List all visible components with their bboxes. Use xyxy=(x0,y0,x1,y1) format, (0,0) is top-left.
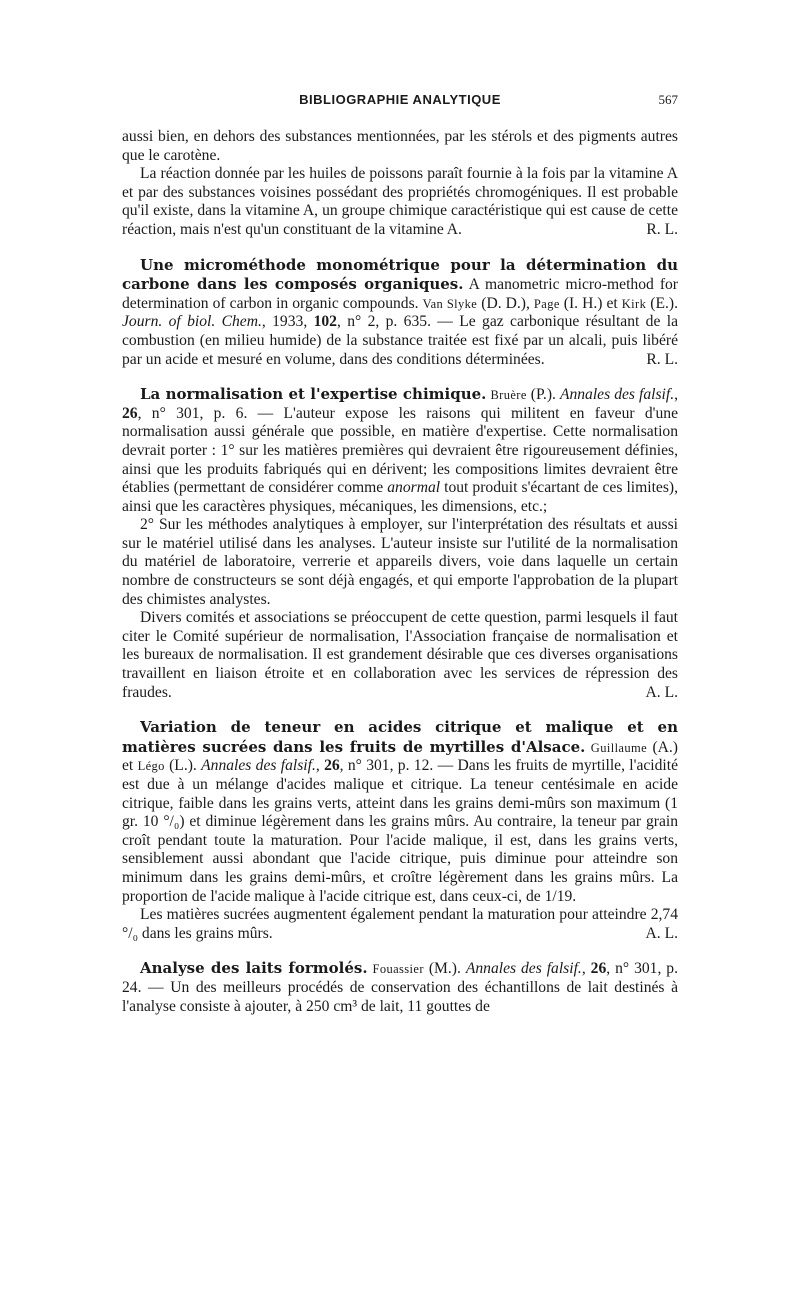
text: (M.). xyxy=(423,960,466,978)
text: , xyxy=(581,960,591,978)
entry-title: La normalisation et l'expertise chimique. xyxy=(140,385,487,404)
author-name: Van Slyke xyxy=(422,296,478,311)
entry-title: Variation de teneur en acides citrique et malique et en matières sucrées dans les fruits de myrtilles d'Alsace. xyxy=(122,718,678,756)
text: , n° 301, p. 24. — Un des meilleurs procédés de conservation des échantillons de lait destinés à l'analyse consiste à ajouter, à 250 cm³ de lait, 11 gouttes de xyxy=(122,960,678,1015)
paragraph-text: Divers comités et associations se préoccupent de cette question, parmi lesquels il faut citer le Comité supérieur de normalisation, l'Association française de normalisation et les bureaux de normalisation. Il est grandement désirable que ces diverses organisations travaillent en liaison étroite et en collaboration avec les services de répression des fraudes. xyxy=(122,609,678,701)
author-name: Guillaume xyxy=(590,740,648,755)
paragraph: aussi bien, en dehors des substances mentionnées, par les stérols et des pigments autres que le carotène. xyxy=(122,128,678,164)
text: , xyxy=(674,386,678,404)
running-title: BIBLIOGRAPHIE ANALYTIQUE xyxy=(299,92,501,107)
text: , n° 301, p. 12. — Dans les fruits de myrtille, l'acidité est due à un mélange d'acides malique et citrique. La teneur centésimale en acide citrique, faible dans les grains verts, atteint dans les grains demi-mûrs son maximum (1 gr. 10 °/₀) et diminue légèrement dans les grains mûrs. Au contraire, la teneur par grain croît pendant toute la maturation. Pour l'acide malique, il est, dans les grains verts, sensiblement aussi abondant que l'acide citrique, puis diminue pour atteindre son minimum dans les grains demi-mûrs, et croître légèrement dans les grains mûrs. La proportion de l'acide malique à l'acide citrique est, dans ceux-ci, de 1/19. xyxy=(122,757,679,905)
paragraph xyxy=(122,609,678,702)
text: , n° 301, p. 6. — L'auteur expose les raisons qui militent en faveur d'une normalisation aussi générale que possible, en matière d'expertise. Cette normalisation devrait porter : 1° sur les matières premières qui devraient être rigoureusement définies, ainsi que les produits fabriqués qui en dérivent; les compositions limites devraient être établies (permettant de considérer comme xyxy=(122,404,678,497)
page-body xyxy=(122,128,678,1016)
volume-number: 102 xyxy=(313,313,337,331)
page-header xyxy=(122,92,678,114)
author-name: Kirk xyxy=(621,296,647,311)
journal-name: Annales des falsif. xyxy=(465,960,582,978)
volume-number: 26 xyxy=(590,960,607,978)
abstract-entry xyxy=(122,256,678,370)
paragraph xyxy=(122,385,678,516)
abstract-entry xyxy=(122,385,678,702)
text: A manometric micro-method for determination of carbon in organic compounds. xyxy=(122,276,678,312)
text: (A.) et xyxy=(122,738,678,775)
paragraph-text: Les matières sucrées augmentent également pendant la maturation pour atteindre 2,74 °/₀ dans les grains mûrs. xyxy=(122,906,678,942)
text: , 1933, xyxy=(261,313,314,331)
signature: R. L. xyxy=(646,350,678,368)
abstract-entry xyxy=(122,959,678,1016)
paragraph xyxy=(122,906,678,943)
signature: A. L. xyxy=(645,924,678,942)
journal-name: Annales des falsif. xyxy=(559,386,675,404)
text: (L.). xyxy=(164,757,202,775)
author-name: Légo xyxy=(137,759,165,774)
text: (E.). xyxy=(646,294,678,312)
journal-name: Journ. of biol. Chem. xyxy=(122,313,262,331)
text: (I. H.) et xyxy=(559,294,622,312)
text: tout produit s'écartant de ces limites), ainsi que les caractères physiques, mécaniques, les dimensions, etc.; xyxy=(122,479,678,515)
paragraph xyxy=(122,718,678,906)
signature: A. L. xyxy=(645,683,678,701)
author-name: Page xyxy=(533,296,560,311)
entry-title: Une microméthode monométrique pour la détermination du carbone dans les composés organiques. xyxy=(122,255,678,294)
volume-number: 26 xyxy=(324,757,340,775)
text: (P.). xyxy=(526,386,560,404)
signature: R. L. xyxy=(646,220,678,238)
italic-word: anormal xyxy=(387,479,441,497)
text: , xyxy=(315,757,325,775)
paragraph xyxy=(122,256,678,370)
paragraph xyxy=(122,165,678,239)
paragraph xyxy=(122,959,678,1016)
continued-abstract xyxy=(122,128,678,240)
paragraph-text: La réaction donnée par les huiles de poissons paraît fournie à la fois par la vitamine A et par des substances voisines possédant des propriétés chromogéniques. Il est probable qu'il existe, dans la vitamine A, un groupe chimique caractéristique qui est cause de cette réaction, mais n'est qu'un constituant de la vitamine A. xyxy=(122,165,678,238)
entry-title: Analyse des laits formolés. xyxy=(140,959,368,978)
author-name: Bruère xyxy=(490,388,527,403)
author-name: Fouassier xyxy=(372,962,424,977)
text: (D. D.), xyxy=(477,294,534,312)
journal-name: Annales des falsif. xyxy=(201,757,316,775)
abstract-entry xyxy=(122,718,678,943)
paragraph: 2° Sur les méthodes analytiques à employer, sur l'interprétation des résultats et aussi sur le matériel utilisé dans les analyses. L'auteur insiste sur l'utilité de la normalisation du matériel de laboratoire, verrerie et appareils divers, voie dans laquelle un certain nombre de constructeurs se sont déjà engagés, et qui emporte l'approbation de la plupart des chimistes analystes. xyxy=(122,516,678,608)
page-number: 567 xyxy=(658,92,678,107)
text: , n° 2, p. 635. — Le gaz carbonique résultant de la combustion (en milieu humide) de la substance traitée est fixé par un alcali, puis libéré par un acide et mesuré en volume, dans des conditions déterminées. xyxy=(122,313,679,368)
volume-number: 26 xyxy=(122,404,138,422)
